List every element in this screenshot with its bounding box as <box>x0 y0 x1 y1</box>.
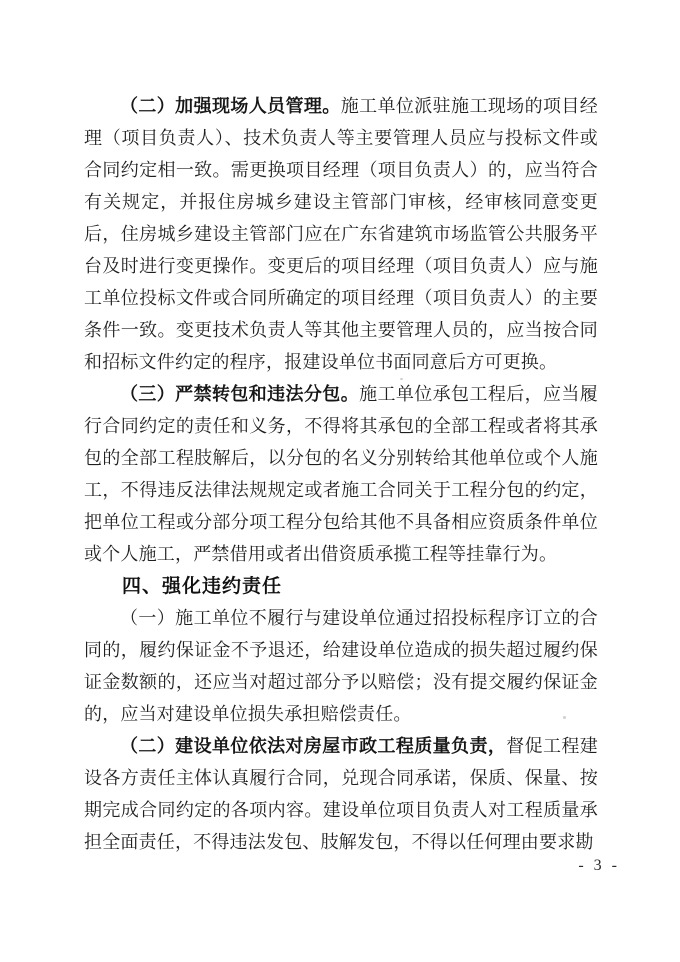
scan-artifact <box>424 431 426 433</box>
paragraph-site-personnel <box>84 90 598 378</box>
paragraph-breach-liability-2 <box>84 730 598 858</box>
section-heading: 四、强化违约责任 <box>122 575 283 597</box>
paragraph-lead: （三）严禁转包和违法分包。 <box>120 384 360 404</box>
paragraph-subcontracting-ban <box>84 378 598 570</box>
paragraph-lead: （二）加强现场人员管理。 <box>120 96 341 116</box>
paragraph-body: （一）施工单位不履行与建设单位通过招投标程序订立的合同的，履约保证金不予退还，给建设单位造成的损失超过履约保证金数额的，还应当对超过部分予以赔偿；没有提交履约保证金的，应当对建设单位损失承担赔偿责任。 <box>84 608 598 724</box>
paragraph-breach-liability-1 <box>84 602 598 730</box>
paragraph-lead: （二）建设单位依法对房屋市政工程质量负责， <box>120 736 507 756</box>
scan-artifact <box>563 716 566 719</box>
page-number: - 3 - <box>578 857 620 874</box>
scan-artifact <box>400 378 403 380</box>
text-block <box>84 90 598 858</box>
paragraph-body: 施工单位承包工程后，应当履行合同约定的责任和义务，不得将其承包的全部工程或者将其承包的全部工程肢解后，以分包的名义分别转给其他单位或个人施工，不得违反法律法规规定或者施工合同关于工程分包的约定，把单位工程或分部分项工程分包给其他不具备相应资质条件单位或个人施工，严禁借用或者出借资质承揽工程等挂靠行为。 <box>84 384 598 564</box>
paragraph-body: 督促工程建设各方责任主体认真履行合同，兑现合同承诺，保质、保量、按期完成合同约定的各项内容。建设单位项目负责人对工程质量承担全面责任，不得违法发包、肢解发包，不得以任何理由要求勘 <box>84 736 599 852</box>
paragraph-body: 施工单位派驻施工现场的项目经理（项目负责人）、技术负责人等主要管理人员应与投标文件或合同约定相一致。需更换项目经理（项目负责人）的，应当符合有关规定，并报住房城乡建设主管部门审核，经审核同意变更后，住房城乡建设主管部门应在广东省建筑市场监管公共服务平台及时进行变更操作。变更后的项目经理（项目负责人）应与施工单位投标文件或合同所确定的项目经理（项目负责人）的主要条件一致。变更技术负责人等其他主要管理人员的，应当按合同和招标文件约定的程序，报建设单位书面同意后方可更换。 <box>84 96 598 372</box>
